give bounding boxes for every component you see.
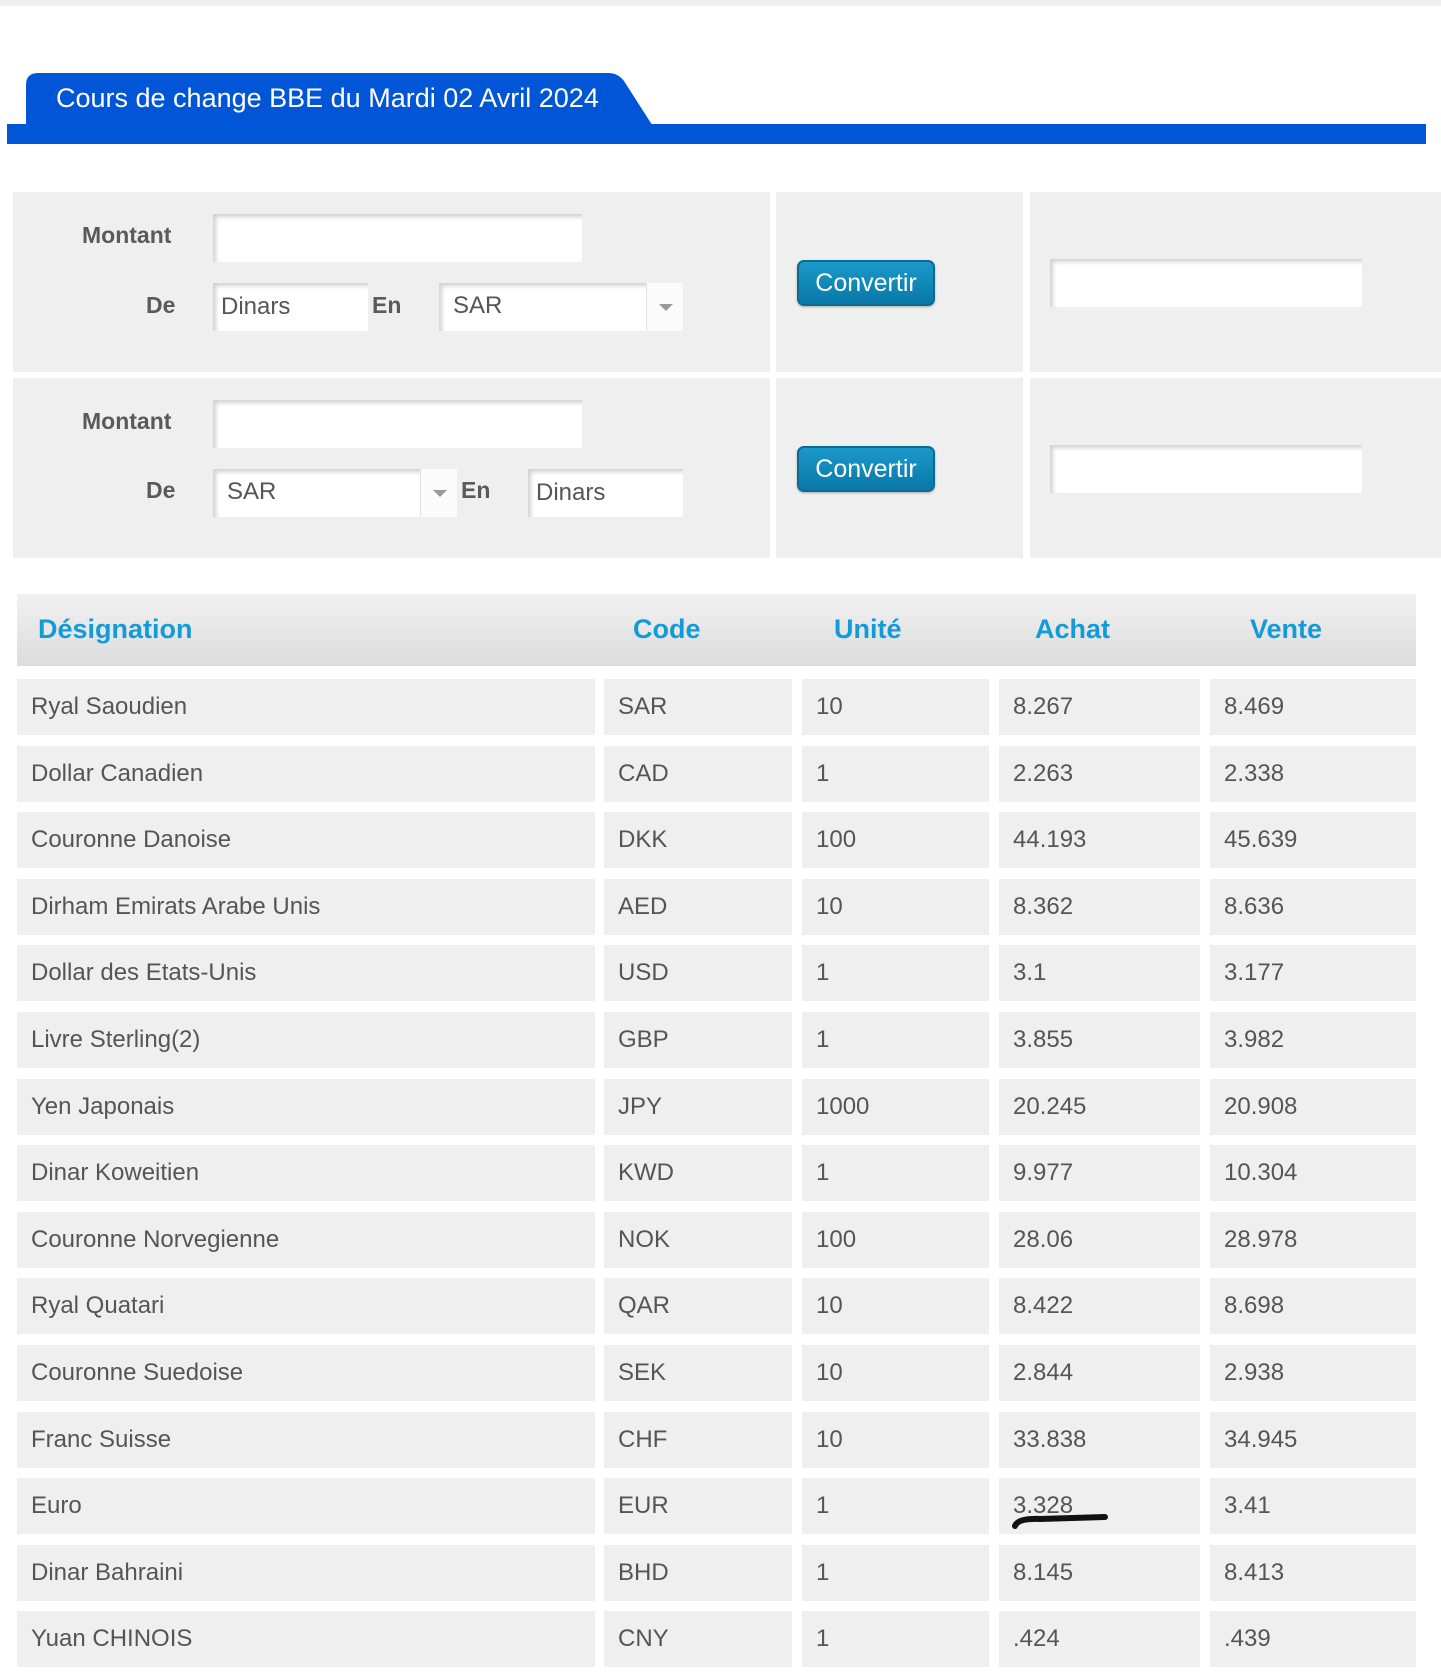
cell-designation: Ryal Saoudien [17, 679, 595, 735]
table-row [0, 1412, 1441, 1468]
cell-designation: Franc Suisse [17, 1412, 595, 1468]
cell-designation: Yuan CHINOIS [17, 1611, 595, 1667]
cell-vente: 3.982 [1210, 1012, 1416, 1068]
cell-achat: 8.267 [999, 679, 1200, 735]
table-row [0, 1012, 1441, 1068]
table-row [0, 1145, 1441, 1201]
cell-designation: Couronne Suedoise [17, 1345, 595, 1401]
column-header-unite: Unité [834, 614, 902, 644]
result-output[interactable] [1050, 445, 1362, 493]
column-header-achat: Achat [1035, 614, 1111, 644]
montant-label: Montant [82, 222, 172, 248]
cell-code: BHD [604, 1545, 792, 1601]
table-row [0, 679, 1441, 735]
cell-designation: Livre Sterling(2) [17, 1012, 595, 1068]
cell-unite: 10 [802, 679, 989, 735]
cell-achat: 8.422 [999, 1278, 1200, 1334]
cell-vente: 8.698 [1210, 1278, 1416, 1334]
cell-vente: .439 [1210, 1611, 1416, 1667]
dropdown-toggle[interactable] [646, 283, 683, 331]
convertir-button[interactable]: Convertir [797, 446, 935, 492]
cell-code: USD [604, 945, 792, 1001]
cell-designation: Dollar Canadien [17, 746, 595, 802]
table-row [0, 1345, 1441, 1401]
table-row [0, 1278, 1441, 1334]
montant-input[interactable] [213, 400, 582, 448]
cell-designation: Couronne Danoise [17, 812, 595, 868]
dropdown-toggle[interactable] [420, 469, 457, 517]
table-row [0, 1079, 1441, 1135]
cell-code: CAD [604, 746, 792, 802]
cell-unite: 1 [802, 1478, 989, 1534]
montant-input[interactable] [213, 214, 582, 262]
top-border [0, 0, 1441, 6]
cell-designation: Couronne Norvegienne [17, 1212, 595, 1268]
cell-designation: Dinar Koweitien [17, 1145, 595, 1201]
rates-table-header [17, 594, 1416, 666]
cell-unite: 10 [802, 1278, 989, 1334]
cell-code: EUR [604, 1478, 792, 1534]
cell-vente: 3.41 [1210, 1478, 1416, 1534]
cell-achat: 2.844 [999, 1345, 1200, 1401]
table-row [0, 746, 1441, 802]
page-title: Cours de change BBE du Mardi 02 Avril 2024 [56, 83, 599, 113]
cell-vente: 2.338 [1210, 746, 1416, 802]
cell-unite: 100 [802, 812, 989, 868]
table-row [0, 1611, 1441, 1667]
table-row [0, 945, 1441, 1001]
convertir-button[interactable]: Convertir [797, 260, 935, 306]
cell-designation: Ryal Quatari [17, 1278, 595, 1334]
cell-code: GBP [604, 1012, 792, 1068]
cell-code: JPY [604, 1079, 792, 1135]
cell-achat: 9.977 [999, 1145, 1200, 1201]
en-label: En [372, 292, 402, 318]
table-row [0, 879, 1441, 935]
cell-vente: 45.639 [1210, 812, 1416, 868]
cell-unite: 1 [802, 945, 989, 1001]
en-input[interactable] [528, 469, 683, 517]
cell-vente: 8.469 [1210, 679, 1416, 735]
de-input[interactable] [213, 283, 368, 331]
cell-code: SEK [604, 1345, 792, 1401]
de-label: De [146, 292, 176, 318]
column-header-code: Code [633, 614, 701, 644]
cell-achat: 20.245 [999, 1079, 1200, 1135]
cell-achat: 8.145 [999, 1545, 1200, 1601]
cell-code: DKK [604, 812, 792, 868]
cell-code: KWD [604, 1145, 792, 1201]
cell-unite: 1 [802, 1545, 989, 1601]
cell-vente: 3.177 [1210, 945, 1416, 1001]
cell-code: CNY [604, 1611, 792, 1667]
cell-achat: 2.263 [999, 746, 1200, 802]
cell-unite: 1 [802, 1145, 989, 1201]
en-currency-select[interactable] [439, 283, 683, 331]
cell-vente: 28.978 [1210, 1212, 1416, 1268]
de-label: De [146, 477, 176, 503]
cell-code: AED [604, 879, 792, 935]
table-row [0, 1545, 1441, 1601]
cell-vente: 2.938 [1210, 1345, 1416, 1401]
cell-code: NOK [604, 1212, 792, 1268]
cell-designation: Dinar Bahraini [17, 1545, 595, 1601]
cell-achat: 3.855 [999, 1012, 1200, 1068]
de-currency-value: SAR [227, 478, 277, 505]
cell-achat: 28.06 [999, 1212, 1200, 1268]
cell-unite: 1 [802, 746, 989, 802]
table-row [0, 1478, 1441, 1534]
cell-vente: 10.304 [1210, 1145, 1416, 1201]
cell-vente: 8.413 [1210, 1545, 1416, 1601]
cell-achat: 44.193 [999, 812, 1200, 868]
header-tab [26, 73, 666, 144]
cell-unite: 100 [802, 1212, 989, 1268]
column-header-designation: Désignation [38, 614, 193, 644]
cell-unite: 10 [802, 1345, 989, 1401]
cell-vente: 8.636 [1210, 879, 1416, 935]
cell-achat: 8.362 [999, 879, 1200, 935]
de-currency-select[interactable] [213, 469, 457, 517]
cell-designation: Yen Japonais [17, 1079, 595, 1135]
cell-unite: 10 [802, 879, 989, 935]
table-row [0, 1212, 1441, 1268]
cell-vente: 34.945 [1210, 1412, 1416, 1468]
en-currency-value: SAR [453, 292, 503, 319]
table-row [0, 812, 1441, 868]
column-header-vente: Vente [1250, 614, 1323, 644]
cell-code: SAR [604, 679, 792, 735]
cell-achat: 3.328 [999, 1478, 1200, 1534]
cell-achat: .424 [999, 1611, 1200, 1667]
result-output[interactable] [1050, 259, 1362, 307]
cell-unite: 1 [802, 1611, 989, 1667]
cell-designation: Euro [17, 1478, 595, 1534]
cell-unite: 1 [802, 1012, 989, 1068]
en-label: En [461, 477, 491, 503]
cell-designation: Dirham Emirats Arabe Unis [17, 879, 595, 935]
page-header [7, 73, 1426, 144]
cell-achat: 3.1 [999, 945, 1200, 1001]
montant-label: Montant [82, 408, 172, 434]
cell-vente: 20.908 [1210, 1079, 1416, 1135]
chevron-down-icon [659, 304, 673, 311]
cell-achat: 33.838 [999, 1412, 1200, 1468]
cell-unite: 10 [802, 1412, 989, 1468]
cell-code: CHF [604, 1412, 792, 1468]
cell-unite: 1000 [802, 1079, 989, 1135]
chevron-down-icon [433, 490, 447, 497]
pen-underline-mark [1010, 1506, 1110, 1536]
cell-designation: Dollar des Etats-Unis [17, 945, 595, 1001]
cell-code: QAR [604, 1278, 792, 1334]
